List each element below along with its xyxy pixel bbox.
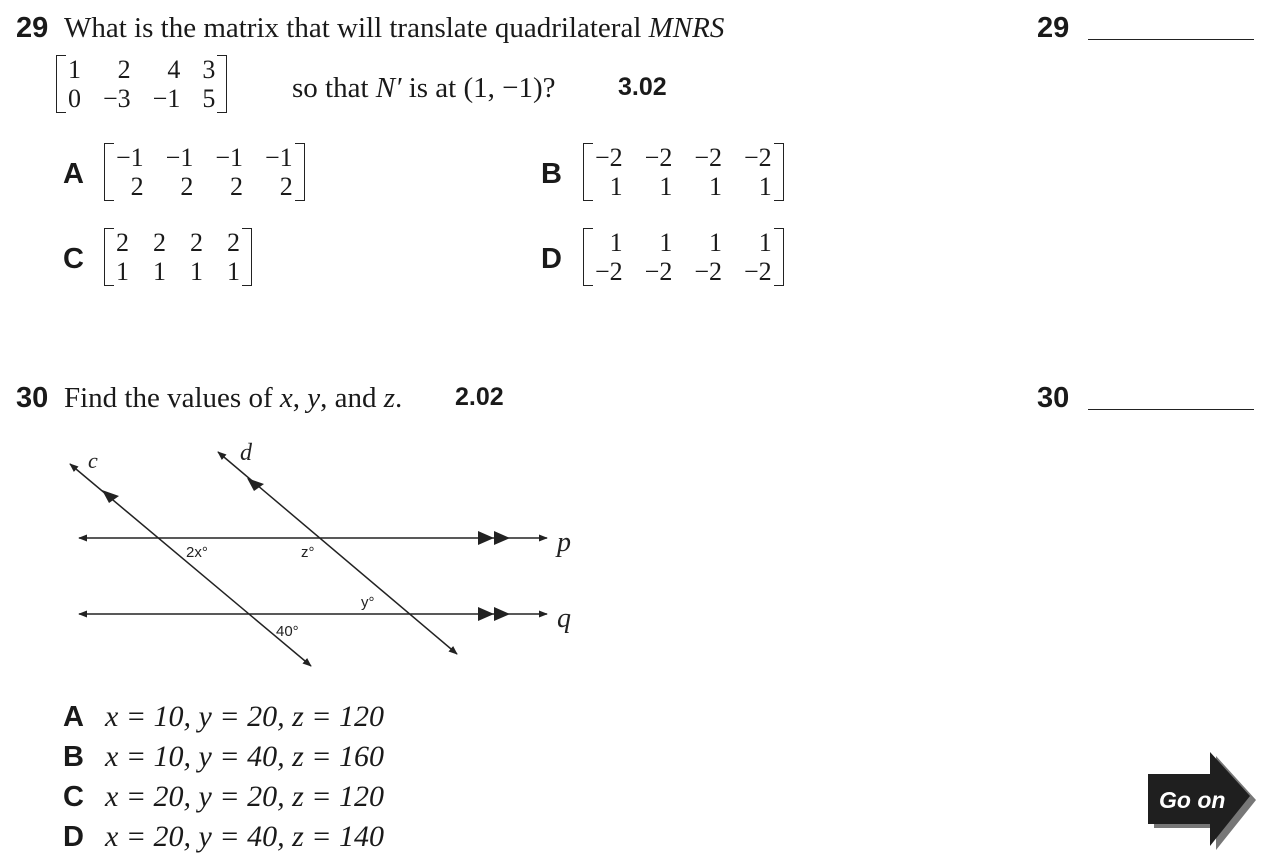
- matrix-cell: −1: [215, 143, 244, 172]
- matrix-left-bracket: [583, 228, 593, 286]
- parallel-mark-c: [102, 490, 119, 503]
- choice-c-matrix[interactable]: [104, 228, 252, 286]
- matrix-cell: 1: [116, 257, 129, 286]
- parallel-mark-p: [478, 531, 510, 545]
- matrix-cell: 2: [180, 172, 194, 201]
- choice-d[interactable]: [63, 820, 384, 854]
- matrix-cell: 2: [116, 228, 129, 257]
- matrix-cell: 1: [709, 228, 723, 257]
- matrix-grid: [114, 143, 295, 201]
- question-30-text: [64, 382, 402, 415]
- angle-label-y: y°: [361, 594, 375, 611]
- question-29-text: [64, 12, 724, 45]
- matrix-grid: [114, 228, 242, 286]
- matrix-cell: −2: [595, 257, 623, 286]
- text-sep: , and: [320, 382, 384, 414]
- angle-label-z: z°: [301, 544, 315, 561]
- matrix-cell: −1: [265, 143, 293, 172]
- matrix-cell: 1: [609, 228, 623, 257]
- label-line-c: c: [88, 448, 98, 473]
- matrix-cell: 2: [130, 172, 144, 201]
- matrix-cell: −2: [644, 143, 673, 172]
- point-n-prime: N′: [375, 72, 402, 104]
- choice-c-text: x = 20, y = 20, z = 120: [105, 780, 385, 813]
- matrix-cell: 2: [190, 228, 203, 257]
- choice-b-letter: B: [63, 741, 84, 773]
- choice-a-matrix[interactable]: [104, 143, 305, 201]
- choice-c-letter[interactable]: C: [63, 243, 84, 275]
- matrix-cell: 1: [758, 228, 772, 257]
- answer-29-number: 29: [1037, 12, 1070, 44]
- text-find-values: Find the values of: [64, 382, 280, 414]
- angle-label-40: 40°: [276, 623, 299, 640]
- matrix-cell: 1: [659, 228, 673, 257]
- matrix-left-bracket: [104, 228, 114, 286]
- question-29-standard: 3.02: [618, 73, 667, 101]
- choice-c[interactable]: [63, 780, 384, 814]
- matrix-left-bracket: [104, 143, 114, 201]
- matrix-left-bracket: [583, 143, 593, 201]
- choice-d-letter: D: [63, 821, 84, 853]
- matrix-cell: 5: [202, 84, 216, 113]
- matrix-right-bracket: [774, 228, 784, 286]
- answer-30-blank[interactable]: [1088, 409, 1254, 410]
- matrix-cell: 1: [227, 257, 240, 286]
- matrix-cell: −3: [103, 84, 131, 113]
- matrix-cell: −2: [595, 143, 623, 172]
- matrix-cell: −2: [644, 257, 673, 286]
- text-period: .: [395, 382, 403, 414]
- matrix-left-bracket: [56, 55, 66, 113]
- label-line-d: d: [240, 440, 252, 466]
- matrix-cell: 1: [659, 172, 673, 201]
- parallel-mark-q: [478, 607, 510, 621]
- question-29-number: 29: [16, 12, 49, 44]
- matrix-cell: −2: [694, 257, 723, 286]
- choice-a[interactable]: [63, 700, 384, 734]
- matrix-cell: 2: [117, 55, 131, 84]
- matrix-right-bracket: [217, 55, 227, 113]
- var-x: x: [279, 382, 293, 414]
- var-y: y: [307, 382, 321, 414]
- matrix-grid: [66, 55, 217, 113]
- choice-b-letter[interactable]: B: [541, 158, 562, 190]
- choice-d-matrix[interactable]: [583, 228, 784, 286]
- matrix-grid: [593, 143, 774, 201]
- choice-a-letter: A: [63, 701, 84, 733]
- matrix-cell: −2: [694, 143, 723, 172]
- choice-d-letter[interactable]: D: [541, 243, 562, 275]
- matrix-cell: −1: [165, 143, 194, 172]
- figure-name-mnrs: MNRS: [648, 12, 725, 44]
- matrix-cell: 1: [609, 172, 623, 201]
- choice-b-text: x = 10, y = 40, z = 160: [105, 740, 385, 773]
- matrix-grid: [593, 228, 774, 286]
- question-30-standard: 2.02: [455, 383, 504, 411]
- angle-label-2x: 2x°: [186, 544, 208, 561]
- label-line-q: q: [557, 603, 571, 634]
- answer-30-number: 30: [1037, 382, 1070, 414]
- matrix-right-bracket: [295, 143, 305, 201]
- matrix-cell: 2: [279, 172, 293, 201]
- go-on-label: Go on: [1159, 787, 1226, 813]
- matrix-cell: 1: [709, 172, 723, 201]
- go-on-button[interactable]: [1146, 748, 1258, 856]
- matrix-cell: 1: [68, 55, 81, 84]
- matrix-mnrs: [56, 55, 227, 113]
- matrix-cell: 4: [167, 55, 181, 84]
- matrix-cell: −1: [152, 84, 181, 113]
- text-is-at: is at (1, −1)?: [401, 72, 556, 104]
- choice-c-letter: C: [63, 781, 84, 813]
- matrix-right-bracket: [774, 143, 784, 201]
- parallel-lines-diagram: [0, 430, 600, 670]
- choice-b-matrix[interactable]: [583, 143, 784, 201]
- choice-a-letter[interactable]: A: [63, 158, 84, 190]
- matrix-cell: −1: [116, 143, 144, 172]
- matrix-cell: 1: [190, 257, 203, 286]
- matrix-cell: 2: [230, 172, 244, 201]
- choice-a-text: x = 10, y = 20, z = 120: [105, 700, 385, 733]
- question-30-number: 30: [16, 382, 49, 414]
- matrix-cell: 3: [202, 55, 216, 84]
- text-sep: ,: [292, 382, 308, 414]
- text-so-that: so that: [292, 72, 376, 104]
- choice-b[interactable]: [63, 740, 384, 774]
- question-29-text-pre: What is the matrix that will translate quadrilateral: [64, 12, 649, 44]
- matrix-cell: 2: [227, 228, 240, 257]
- answer-29-blank[interactable]: [1088, 39, 1254, 40]
- matrix-right-bracket: [242, 228, 252, 286]
- var-z: z: [383, 382, 396, 414]
- matrix-cell: 0: [68, 84, 81, 113]
- matrix-cell: 1: [758, 172, 772, 201]
- matrix-cell: 1: [153, 257, 166, 286]
- matrix-cell: 2: [153, 228, 166, 257]
- question-29-text-post: [292, 72, 556, 105]
- matrix-cell: −2: [744, 257, 772, 286]
- label-line-p: p: [557, 527, 571, 558]
- matrix-cell: −2: [744, 143, 772, 172]
- choice-d-text: x = 20, y = 40, z = 140: [105, 820, 385, 853]
